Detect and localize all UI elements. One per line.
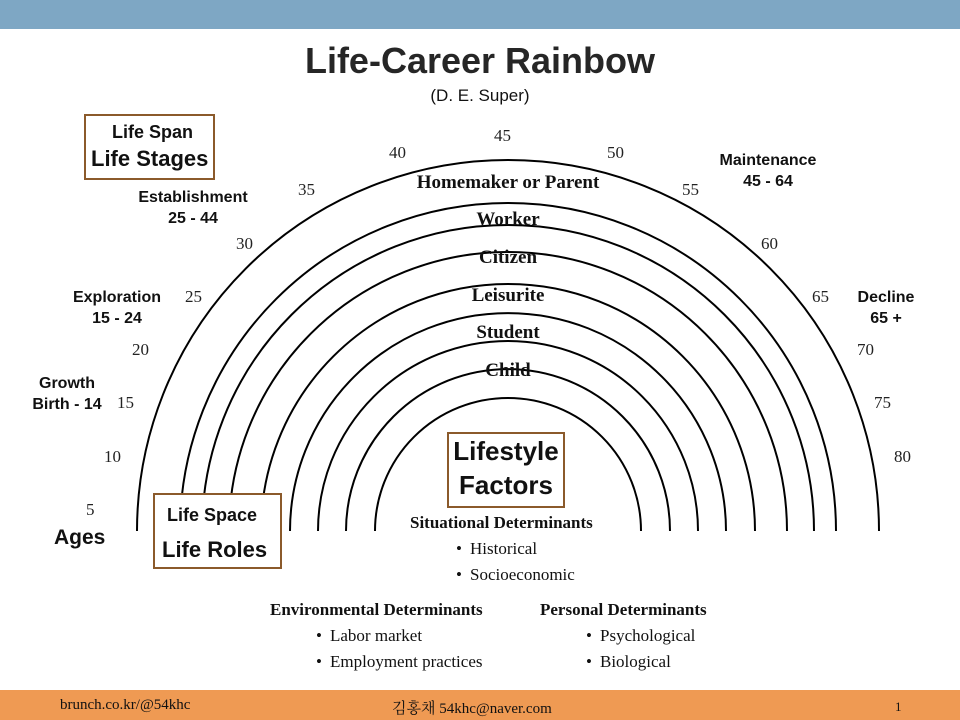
life-roles-label: Life Roles bbox=[162, 537, 268, 562]
page-title: Life-Career Rainbow bbox=[304, 40, 656, 81]
page-number: 1 bbox=[895, 699, 902, 714]
situational-item: • Historical bbox=[456, 539, 538, 558]
stage-establishment bbox=[128, 187, 258, 229]
stage-establishment-name: Establishment bbox=[138, 189, 248, 206]
age-15: 15 bbox=[117, 393, 134, 412]
stage-establishment-range: 25 - 44 bbox=[168, 210, 218, 227]
situational-item: • Socioeconomic bbox=[456, 565, 575, 584]
age-40: 40 bbox=[389, 143, 406, 162]
age-50: 50 bbox=[607, 143, 624, 162]
personal-item: • Psychological bbox=[586, 626, 696, 645]
life-space-label: Life Space bbox=[167, 505, 258, 525]
factors-label: Factors bbox=[459, 470, 553, 500]
role-student: Student bbox=[476, 322, 540, 343]
age-10: 10 bbox=[104, 447, 121, 466]
personal-determinants bbox=[540, 600, 707, 675]
stage-maintenance-name: Maintenance bbox=[719, 152, 817, 169]
stage-exploration-range: 15 - 24 bbox=[92, 310, 142, 327]
life-space-box bbox=[153, 493, 282, 569]
personal-item: • Biological bbox=[586, 652, 671, 671]
life-span-box bbox=[84, 114, 215, 180]
role-citizen: Citizen bbox=[478, 247, 538, 268]
age-45: 45 bbox=[494, 126, 511, 145]
role-homemaker: Homemaker or Parent bbox=[416, 172, 600, 193]
age-55: 55 bbox=[682, 180, 699, 199]
age-25: 25 bbox=[185, 287, 202, 306]
age-35: 35 bbox=[298, 180, 315, 199]
stage-decline bbox=[848, 287, 924, 329]
age-80: 80 bbox=[894, 447, 911, 466]
environmental-item: • Labor market bbox=[316, 626, 423, 645]
age-70: 70 bbox=[857, 340, 874, 359]
page-subtitle: (D. E. Super) bbox=[430, 86, 530, 105]
environmental-determinants bbox=[270, 600, 483, 675]
environmental-item: • Employment practices bbox=[316, 652, 483, 671]
stage-exploration-name: Exploration bbox=[72, 289, 161, 306]
role-worker: Worker bbox=[476, 209, 540, 230]
age-5: 5 bbox=[86, 500, 95, 519]
personal-heading: Personal Determinants bbox=[540, 600, 707, 619]
age-30: 30 bbox=[236, 234, 253, 253]
stage-maintenance bbox=[710, 150, 826, 192]
situational-heading: Situational Determinants bbox=[410, 513, 593, 532]
stage-decline-name: Decline bbox=[857, 289, 915, 306]
life-span-label: Life Span bbox=[112, 122, 194, 142]
stage-growth bbox=[26, 373, 108, 415]
age-60: 60 bbox=[761, 234, 778, 253]
stage-growth-range: Birth - 14 bbox=[32, 396, 102, 413]
stage-exploration bbox=[64, 287, 170, 329]
stage-decline-range: 65 + bbox=[870, 310, 902, 327]
ages-label: Ages bbox=[54, 526, 106, 549]
lifestyle-label: Lifestyle bbox=[453, 436, 559, 466]
role-leisurite: Leisurite bbox=[471, 285, 545, 306]
age-65: 65 bbox=[812, 287, 829, 306]
life-stages-label: Life Stages bbox=[91, 146, 209, 171]
role-child: Child bbox=[485, 360, 531, 381]
stage-maintenance-range: 45 - 64 bbox=[743, 173, 793, 190]
age-75: 75 bbox=[874, 393, 891, 412]
footer-author: 김홍채 54khc@naver.com bbox=[392, 701, 552, 717]
lifestyle-factors-box bbox=[447, 432, 565, 508]
situational-determinants bbox=[410, 513, 593, 588]
age-20: 20 bbox=[132, 340, 149, 359]
footer-link[interactable]: brunch.co.kr/@54khc bbox=[60, 697, 191, 713]
stage-growth-name: Growth bbox=[39, 375, 95, 392]
environmental-heading: Environmental Determinants bbox=[270, 600, 483, 619]
